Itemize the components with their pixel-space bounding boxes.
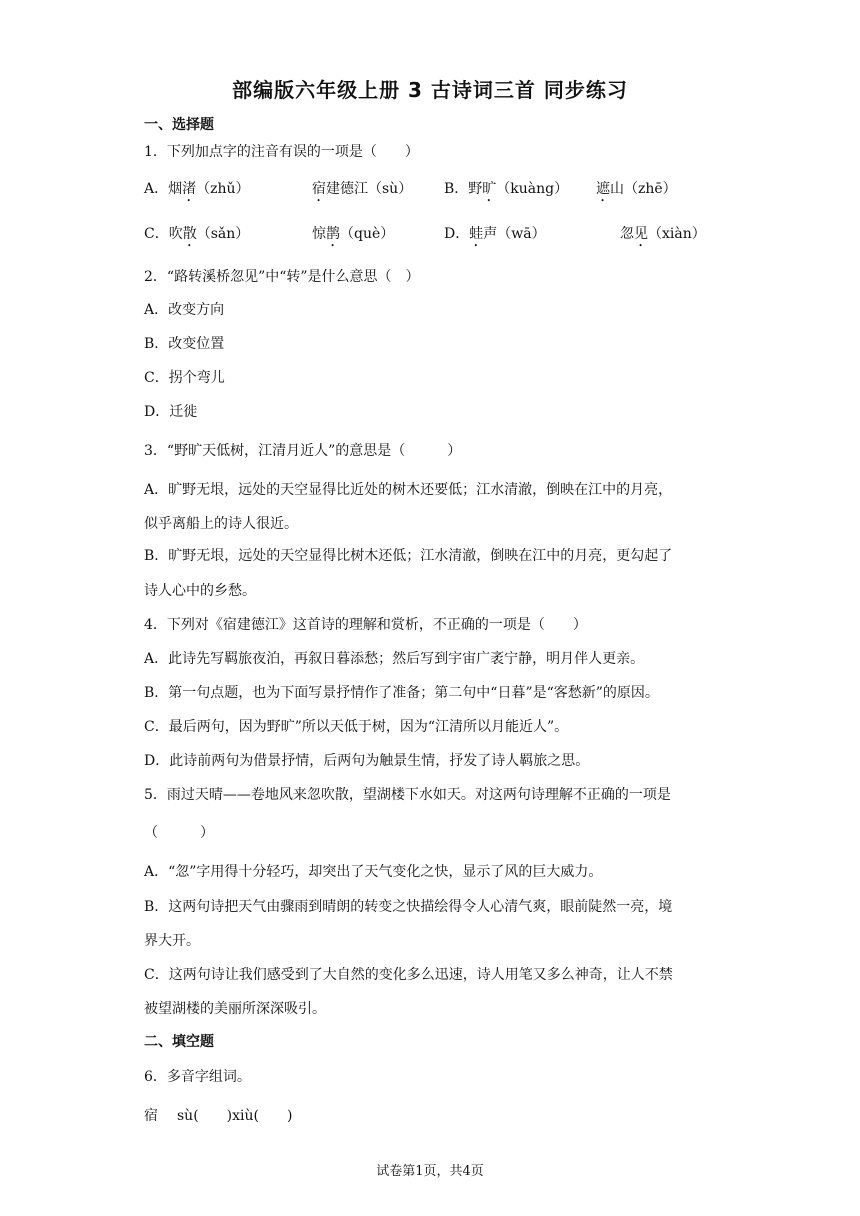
q5-option-b-line1: B．这两句诗把天气由骤雨到晴朗的转变之快描绘得令人心清气爽，眼前陡然一亮，境 [144,899,673,915]
question-5-stem-line2: （ ） [144,825,214,841]
question-3-stem: 3．“野旷天低树，江清月近人”的意思是（ ） [144,443,462,459]
q5-option-c-line1: C．这两句诗让我们感受到了大自然的变化多么迅速，诗人用笔又多么神奇，让人不禁 [144,967,673,983]
q1-option-a1: A．烟渚（zhǔ） [144,181,250,197]
question-4-stem: 4．下列对《宿建德江》这首诗的理解和赏析，不正确的一项是（ ） [144,617,587,633]
q5-option-a: A．“忽”字用得十分轻巧，却突出了天气变化之快，显示了风的巨大威力。 [144,864,603,880]
q3-option-b-line2: 诗人心中的乡愁。 [144,583,256,599]
q2-option-a: A．改变方向 [144,302,225,318]
section-heading-choice: 一、选择题 [144,117,214,133]
q1-option-c2: 惊鹊（què） [312,226,395,242]
q1-option-d2: 忽见（xiàn） [620,226,706,242]
q2-option-d: D．迁徙 [144,404,198,420]
q4-option-b: B．第一句点题，也为下面写景抒情作了准备；第二句中“日暮”是“客愁新”的原因。 [144,685,659,701]
q4-option-d: D．此诗前两句为借景抒情，后两句为触景生情，抒发了诗人羁旅之思。 [144,753,590,769]
q6-character: 宿 [144,1108,158,1124]
q3-option-b-line1: B．旷野无垠，远处的天空显得比树木还低；江水清澈，倒映在江中的月亮，更勾起了 [144,548,673,564]
q4-option-a: A．此诗先写羁旅夜泊，再叙日暮添愁；然后写到宇宙广袤宁静，明月伴人更亲。 [144,651,645,667]
q2-option-b: B．改变位置 [144,336,225,352]
question-1-stem: 1．下列加点字的注音有误的一项是（ ） [144,144,419,160]
q1-option-a2: 宿建德江（sù） [312,181,413,197]
section-heading-fill: 二、填空题 [144,1034,214,1050]
q1-option-d1: D．蛙声（wā） [444,226,546,242]
q2-option-c: C．拐个弯儿 [144,370,225,386]
page-title: 部编版六年级上册 3 古诗词三首 同步练习 [232,78,628,102]
q1-option-b2: 遮山（zhē） [596,181,677,197]
page-footer: 试卷第1页，共4页 [376,1164,484,1179]
q3-option-a-line1: A．旷野无垠，远处的天空显得比近处的树木还要低；江水清澈，倒映在江中的月亮， [144,482,673,498]
q1-option-c1: C．吹散（sǎn） [144,226,250,242]
q4-option-c: C．最后两句，因为野旷”所以天低于树，因为“江清所以月能近人”。 [144,719,569,735]
question-2-stem: 2．“路转溪桥忽见”中“转”是什么意思（ ） [144,269,420,285]
question-5-stem-line1: 5．雨过天晴——卷地风来忽吹散，望湖楼下水如天。对这两句诗理解不正确的一项是 [144,787,671,803]
q5-option-b-line2: 界大开。 [144,933,200,949]
q6-blanks: sù( )xiù( ) [177,1108,293,1124]
question-6-stem: 6．多音字组词。 [144,1069,251,1085]
q5-option-c-line2: 被望湖楼的美丽所深深吸引。 [144,1001,326,1017]
q1-option-b1: B．野旷（kuàng） [444,181,569,197]
q3-option-a-line2: 似乎离船上的诗人很近。 [144,516,298,532]
